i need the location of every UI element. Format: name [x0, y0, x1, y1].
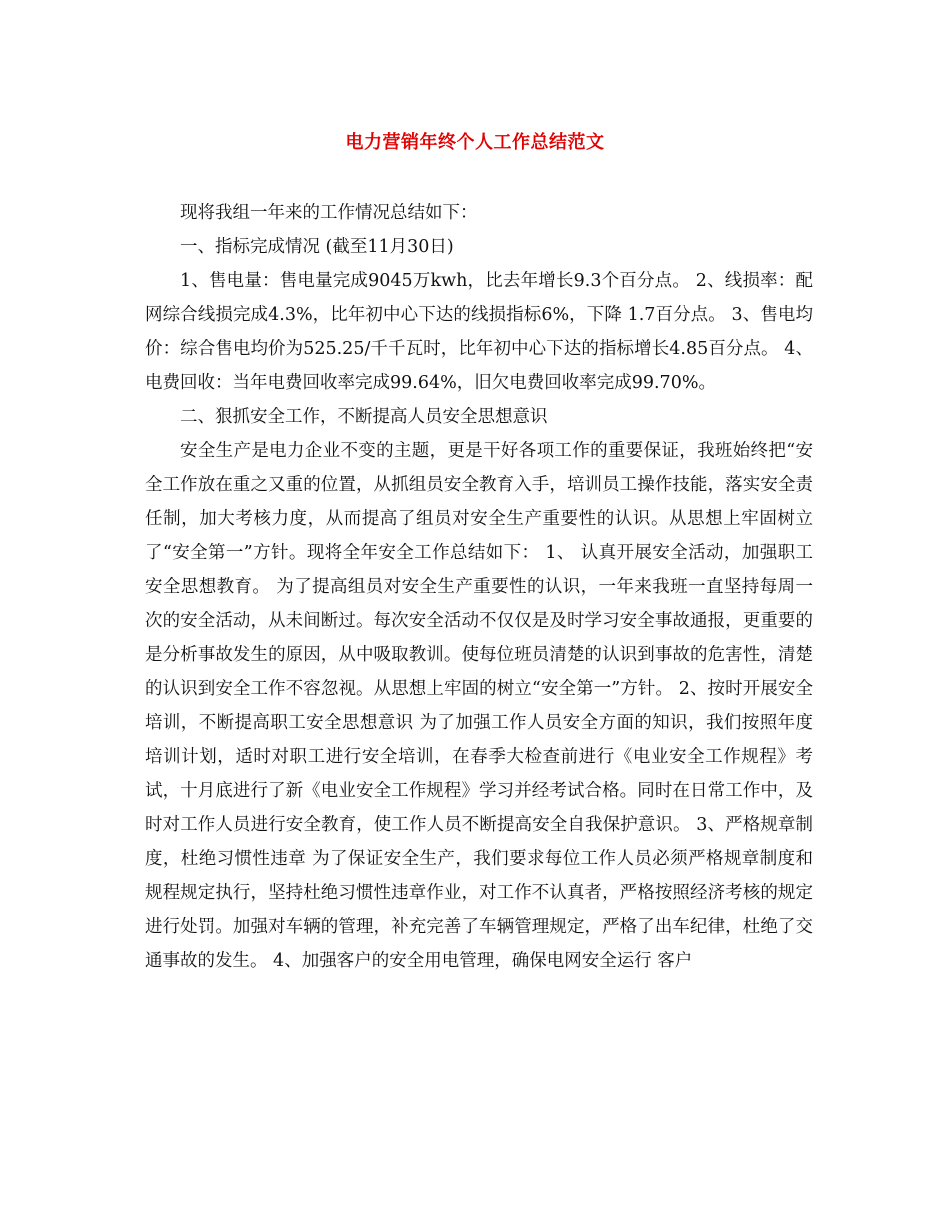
document-body [145, 196, 813, 978]
heading-section-1: 一、指标完成情况 (截至11月30日) [180, 237, 454, 257]
paragraph-safety: 安全生产是电力企业不变的主题，更是干好各项工作的重要保证，我班始终把“安全工作放在重之又重的位置，从抓组员安全教育入手，培训员工操作技能，落实安全责任制，加大考核力度，从而提高了组员对安全生产重要性的认识。从思想上牢固树立了“安全第一”方针。现将全年安全工作总结如下： 1、 认真开展安全活动，加强职工安全思想教育。 为了提高组员对安全生产重要性的认识，一年来我班一直坚持每周一次的安全活动，从未间断过。每次安全活动不仅仅是及时学习安全事故通报，更重要的是分析事故发生的原因，从中吸取教训。使每位班员清楚的认识到事故的危害性，清楚的认识到安全工作不容忽视。从思想上牢固的树立“安全第一”方针。 2、按时开展安全培训，不断提高职工安全思想意识 为了加强工作人员安全方面的知识，我们按照年度培训计划，适时对职工进行安全培训，在春季大检查前进行《电业安全工作规程》考试，十月底进行了新《电业安全工作规程》学习并经考试合格。同时在日常工作中，及时对工作人员进行安全教育，使工作人员不断提高安全自我保护意识。 3、严格规章制度，杜绝习惯性违章 为了保证安全生产，我们要求每位工作人员必须严格规章制度和规程规定执行，坚持杜绝习惯性违章作业，对工作不认真者，严格按照经济考核的规定进行处罚。加强对车辆的管理，补充完善了车辆管理规定，严格了出车纪律，杜绝了交通事故的发生。 4、加强客户的安全用电管理，确保电网安全运行 客户 [145, 441, 813, 971]
page-title: 电力营销年终个人工作总结范文 [345, 132, 605, 153]
paragraph-intro: 现将我组一年来的工作情况总结如下： [180, 203, 478, 223]
heading-section-2: 二、狠抓安全工作，不断提高人员安全思想意识 [180, 407, 548, 427]
paragraph-indicators: 1、售电量：售电量完成9045万kwh，比去年增长9.3个百分点。 2、线损率：配网综合线损完成4.3%，比年初中心下达的线损指标6%，下降 1.7百分点。 3、售电均价：综合售电均价为525.25/千千瓦时，比年初中心下达的指标增长4.85百分点。 4、电费回收：当年电费回收率完成99.64%，旧欠电费回收率完成99.70%。 [145, 271, 813, 393]
